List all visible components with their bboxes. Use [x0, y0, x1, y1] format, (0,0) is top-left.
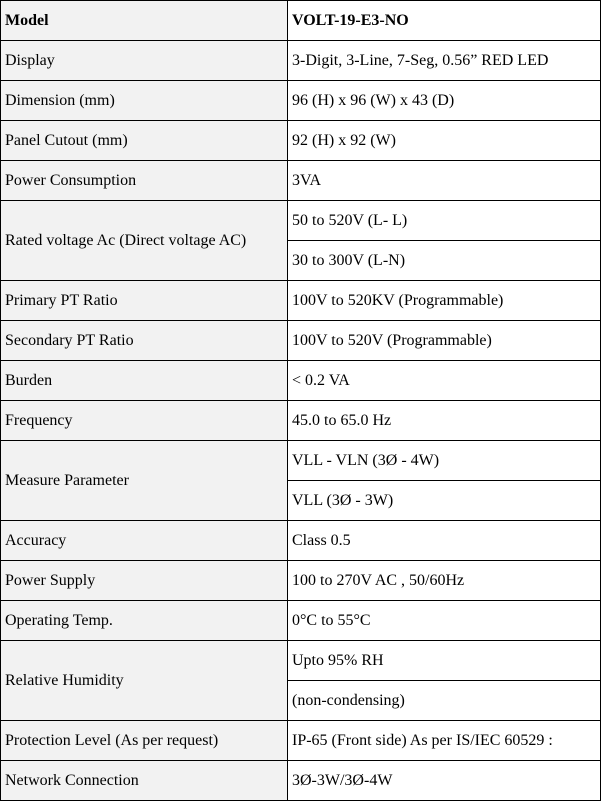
header-label: Model	[1, 1, 288, 41]
spec-value: 30 to 300V (L-N)	[288, 241, 601, 281]
spec-value: 96 (H) x 96 (W) x 43 (D)	[288, 81, 601, 121]
spec-label: Display	[1, 41, 288, 81]
spec-table-body	[1, 1, 601, 801]
table-row	[1, 561, 601, 601]
spec-value: 0°C to 55°C	[288, 601, 601, 641]
spec-value: VLL (3Ø - 3W)	[288, 481, 601, 521]
table-row	[1, 161, 601, 201]
table-row	[1, 201, 601, 241]
header-model-value: VOLT-19-E3-NO	[288, 1, 601, 41]
spec-label: Protection Level (As per request)	[1, 721, 288, 761]
spec-label: Measure Parameter	[1, 441, 288, 521]
table-row	[1, 601, 601, 641]
table-row	[1, 401, 601, 441]
spec-label: Rated voltage Ac (Direct voltage AC)	[1, 201, 288, 281]
table-row	[1, 281, 601, 321]
table-header-row	[1, 1, 601, 41]
spec-value: 3VA	[288, 161, 601, 201]
table-row	[1, 721, 601, 761]
table-row	[1, 441, 601, 481]
spec-label: Operating Temp.	[1, 601, 288, 641]
spec-label: Panel Cutout (mm)	[1, 121, 288, 161]
spec-label: Accuracy	[1, 521, 288, 561]
spec-value: VLL - VLN (3Ø - 4W)	[288, 441, 601, 481]
spec-label: Relative Humidity	[1, 641, 288, 721]
table-row	[1, 641, 601, 681]
table-row	[1, 321, 601, 361]
spec-label: Power Supply	[1, 561, 288, 601]
table-row	[1, 521, 601, 561]
spec-value: 92 (H) x 92 (W)	[288, 121, 601, 161]
spec-label: Frequency	[1, 401, 288, 441]
spec-value: 50 to 520V (L- L)	[288, 201, 601, 241]
spec-label: Secondary PT Ratio	[1, 321, 288, 361]
table-row	[1, 361, 601, 401]
spec-value: Class 0.5	[288, 521, 601, 561]
spec-label: Network Connection	[1, 761, 288, 801]
spec-value: 100V to 520KV (Programmable)	[288, 281, 601, 321]
spec-value: 100V to 520V (Programmable)	[288, 321, 601, 361]
table-row	[1, 81, 601, 121]
spec-value: 3-Digit, 3-Line, 7-Seg, 0.56” RED LED	[288, 41, 601, 81]
table-row	[1, 41, 601, 81]
spec-label: Power Consumption	[1, 161, 288, 201]
spec-value: 3Ø-3W/3Ø-4W	[288, 761, 601, 801]
spec-label: Dimension (mm)	[1, 81, 288, 121]
spec-value: 100 to 270V AC , 50/60Hz	[288, 561, 601, 601]
table-row	[1, 761, 601, 801]
spec-value: < 0.2 VA	[288, 361, 601, 401]
spec-label: Primary PT Ratio	[1, 281, 288, 321]
spec-label: Burden	[1, 361, 288, 401]
spec-value: IP-65 (Front side) As per IS/IEC 60529 :	[288, 721, 601, 761]
spec-value: (non-condensing)	[288, 681, 601, 721]
table-row	[1, 121, 601, 161]
spec-value: 45.0 to 65.0 Hz	[288, 401, 601, 441]
spec-value: Upto 95% RH	[288, 641, 601, 681]
